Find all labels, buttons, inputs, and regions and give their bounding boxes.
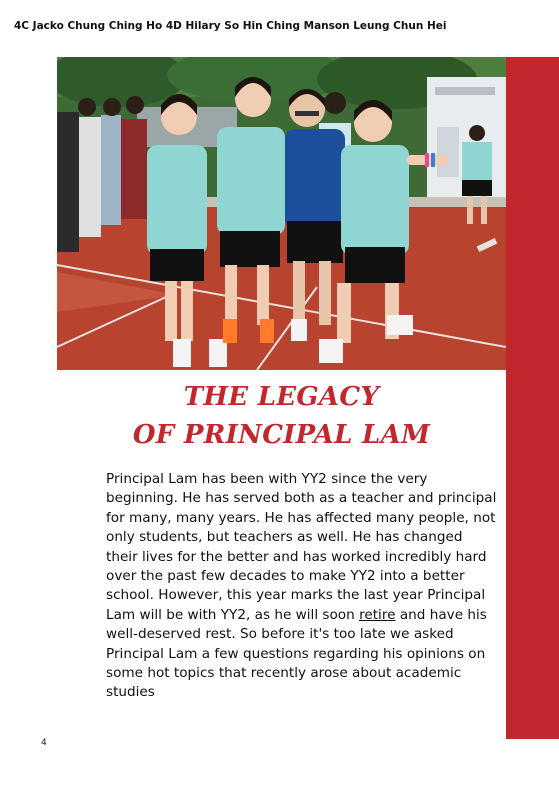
body-underlined-word: retire [359, 606, 396, 623]
group-photo [57, 57, 506, 370]
article-title [57, 378, 506, 454]
author-byline: 4C Jacko Chung Ching Ho 4D Hilary So Hin Ching Manson Leung Chun Hei [14, 20, 447, 32]
body-text-part-2: and have his well-deserved rest. So before it's too late we asked Principal Lam a few questions regarding his opinions on some hot topics that recently arose about academic studies [106, 606, 487, 701]
title-line-1: THE LEGACY [183, 382, 380, 412]
title-line-2: OF PRINCIPAL LAM [132, 420, 431, 450]
article-body [106, 470, 498, 703]
body-text-part-1: Principal Lam has been with YY2 since the very beginning. He has served both as a teacher and principal for many, many years. He has affected many people, not only students, but teachers as well. He has changed their lives for the better and has worked incredibly hard over the past few decades to make YY2 into a better school. However, this year marks the last year Principal Lam will be with YY2, as he will soon [106, 471, 497, 623]
page-number: 4 [41, 738, 47, 748]
red-side-band [506, 57, 559, 739]
